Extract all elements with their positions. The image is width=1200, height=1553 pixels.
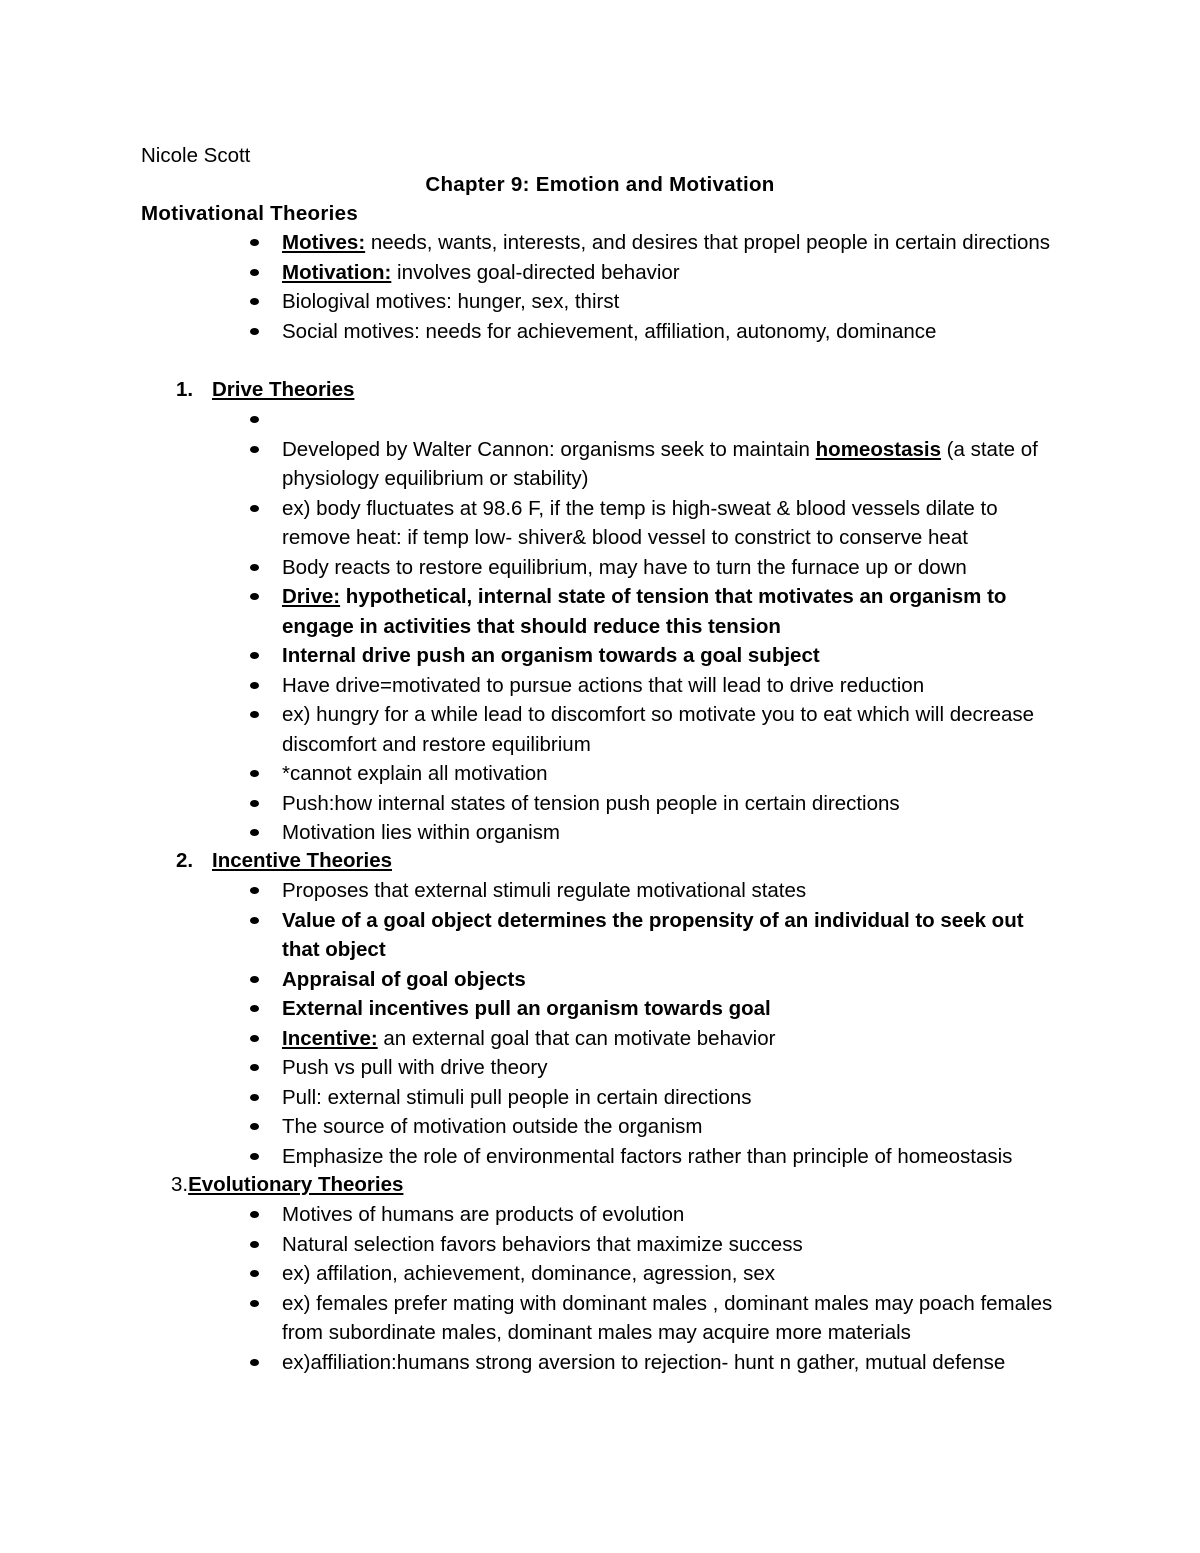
key-term: homeostasis (815, 437, 941, 461)
bullet-icon (250, 1064, 259, 1071)
bullet-icon (250, 1211, 259, 1218)
bullet-icon (250, 770, 259, 777)
bullet-icon (250, 711, 259, 718)
term: Motives: (282, 231, 366, 254)
item-text: Emphasize the role of environmental factors rather than principle of homeostasis (282, 1144, 1013, 1168)
bullet-icon (250, 976, 259, 983)
drive-theories-heading (176, 377, 354, 403)
definition: hypothetical, internal state of tension that motivates an organism to engage in activities that should reduce this tension (282, 585, 1007, 638)
bullet-icon (250, 564, 259, 571)
heading-text: Evolutionary Theories (188, 1173, 404, 1196)
item-text: ex) affilation, achievement, dominance, agression, sex (282, 1262, 776, 1285)
item-text: (a state of physiology equilibrium or stability) (282, 437, 1038, 490)
bullet-icon (250, 1123, 259, 1130)
bullet-icon (250, 446, 259, 453)
list-item (0, 818, 1062, 848)
section-heading: Motivational Theories (141, 202, 359, 225)
item-text: Push:how internal states of tension push people in certain directions (282, 791, 900, 815)
term: Drive: (282, 585, 341, 608)
incentive-bullet-list (0, 876, 1062, 1171)
list-item (0, 1142, 1062, 1172)
item-text: Push vs pull with drive theory (282, 1056, 548, 1079)
definition: needs, wants, interests, and desires that propel people in certain directions (365, 231, 1051, 254)
item-text: Have drive=motivated to pursue actions that will lead to drive reduction (282, 673, 925, 697)
item-text: Value of a goal object determines the propensity of an individual to seek out that object (282, 908, 1024, 961)
bullet-icon (250, 1270, 259, 1277)
author-name: Nicole Scott (141, 144, 251, 167)
item-text: External incentives pull an organism towards goal (282, 997, 771, 1020)
item-text: Pull: external stimuli pull people in certain directions (282, 1085, 752, 1109)
list-item (0, 494, 1062, 553)
list-item (0, 1259, 1062, 1289)
list-item (0, 700, 1062, 759)
heading-number: 3. (171, 1173, 189, 1196)
list-item (0, 876, 1062, 906)
list-item (0, 965, 1062, 995)
bullet-icon (250, 328, 259, 335)
item-text: Natural selection favors behaviors that maximize success (282, 1232, 803, 1256)
bullet-icon (250, 298, 259, 305)
bullet-icon (250, 917, 259, 924)
list-item (0, 906, 1062, 965)
list-item (0, 553, 1062, 583)
item-text: Body reacts to restore equilibrium, may have to turn the furnace up or down (282, 555, 967, 579)
bullet-icon (250, 269, 259, 276)
bullet-icon (250, 1359, 259, 1366)
list-item (0, 641, 1062, 671)
list-item (0, 1200, 1062, 1230)
item-text: The source of motivation outside the organism (282, 1115, 703, 1138)
list-item (0, 228, 1062, 258)
heading-number: 2. (176, 849, 194, 872)
item-text: Appraisal of goal objects (282, 967, 526, 991)
item-text: ex) hungry for a while lead to discomfort so motivate you to eat which will decrease discomfort and restore equilibrium (282, 703, 1035, 756)
item-text: Social motives: needs for achievement, affiliation, autonomy, dominance (282, 319, 937, 343)
list-item (0, 1053, 1062, 1083)
list-item (0, 759, 1062, 789)
bullet-icon (250, 682, 259, 689)
list-item (0, 789, 1062, 819)
bullet-icon (250, 239, 259, 246)
list-item (0, 287, 1062, 317)
bullet-icon (250, 887, 259, 894)
heading-text: Incentive Theories (212, 849, 393, 872)
item-text: ex) body fluctuates at 98.6 F, if the temp is high-sweat & blood vessels dilate to remove heat: if temp low- shiver& blood vessel to constrict to conserve heat (282, 496, 998, 549)
term: Motivation: (282, 260, 392, 284)
bullet-icon (250, 1241, 259, 1248)
definition: an external goal that can motivate behavior (377, 1026, 776, 1050)
list-item (0, 994, 1062, 1024)
bullet-icon (250, 1005, 259, 1012)
list-item (0, 1230, 1062, 1260)
list-item (0, 1024, 1062, 1054)
list-item (0, 258, 1062, 288)
item-text: Proposes that external stimuli regulate motivational states (282, 879, 807, 902)
bullet-icon (250, 505, 259, 512)
bullet-icon (250, 1153, 259, 1160)
item-text: Internal drive push an organism towards a goal subject (282, 644, 820, 667)
drive-bullet-list (0, 405, 1062, 848)
list-item (0, 1289, 1062, 1348)
item-text: ex)affiliation:humans strong aversion to rejection- hunt n gather, mutual defense (282, 1350, 1006, 1374)
bullet-icon (250, 1035, 259, 1042)
definition: involves goal-directed behavior (391, 260, 680, 284)
document-title: Chapter 9: Emotion and Motivation (425, 173, 775, 196)
item-text: ex) females prefer mating with dominant males , dominant males may poach females from subordinate males, dominant males may acquire more materials (282, 1291, 1053, 1344)
heading-text: Drive Theories (212, 378, 355, 401)
bullet-icon (250, 829, 259, 836)
bullet-icon (250, 1094, 259, 1101)
list-item (0, 582, 1062, 641)
bullet-icon (250, 652, 259, 659)
item-text: Motivation lies within organism (282, 821, 561, 844)
item-text: Developed by Walter Cannon: organisms seek to maintain (282, 437, 816, 461)
list-item (0, 1348, 1062, 1378)
list-item (0, 671, 1062, 701)
bullet-icon (250, 1300, 259, 1307)
item-text: *cannot explain all motivation (282, 762, 548, 785)
list-item (0, 1083, 1062, 1113)
list-item (0, 317, 1062, 347)
bullet-icon (250, 593, 259, 600)
term: Incentive: (282, 1026, 378, 1050)
evolutionary-bullet-list (0, 1200, 1062, 1377)
bullet-icon (250, 800, 259, 807)
list-item (0, 405, 1062, 435)
list-item (0, 435, 1062, 494)
heading-number: 1. (176, 378, 194, 401)
list-item (0, 1112, 1062, 1142)
bullet-icon (250, 416, 259, 423)
evolutionary-theories-heading (171, 1172, 403, 1198)
item-text: Motives of humans are products of evolution (282, 1203, 685, 1226)
intro-bullet-list (0, 228, 1062, 346)
incentive-theories-heading (176, 848, 392, 874)
item-text: Biologival motives: hunger, sex, thirst (282, 290, 620, 313)
